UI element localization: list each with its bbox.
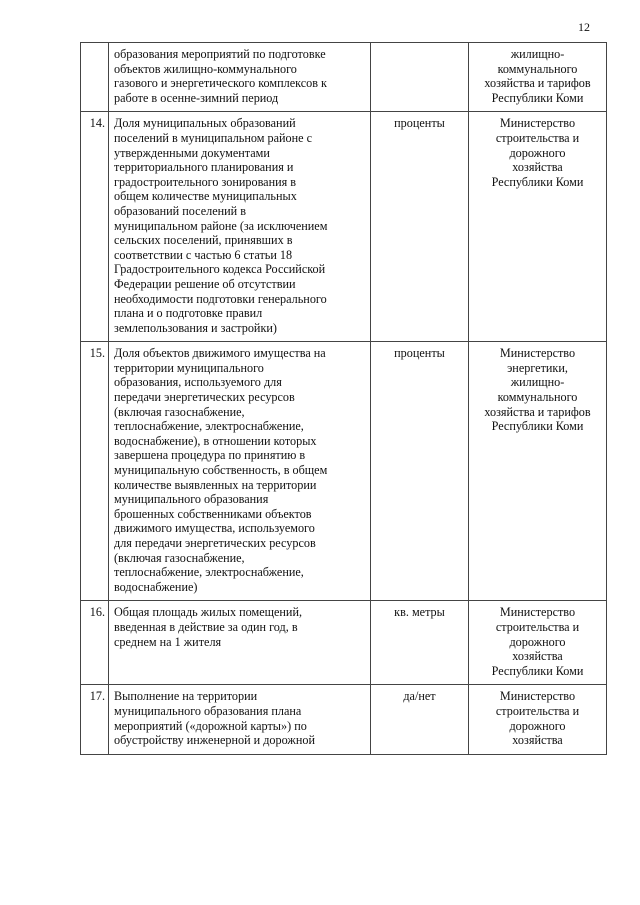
indicator-name-line: Общая площадь жилых помещений, — [114, 605, 303, 620]
responsible-body — [469, 342, 607, 601]
responsible-body-line: строительства и — [495, 130, 580, 145]
responsible-body-line: хозяйства — [512, 160, 563, 175]
unit-of-measure: да/нет — [371, 685, 469, 754]
indicator-name-line: образований поселений в — [114, 203, 246, 218]
responsible-body-line: Министерство — [499, 116, 576, 131]
indicator-name-line: мероприятий («дорожной карты») по — [114, 718, 307, 733]
indicator-name-line: работе в осенне-зимний период — [114, 90, 279, 105]
responsible-body-line: Министерство — [499, 346, 576, 361]
row-number — [81, 43, 109, 112]
indicator-name-line: (включая газоснабжение, — [114, 550, 245, 565]
responsible-body-line: дорожного — [509, 718, 566, 733]
indicator-name-line: муниципальную собственность, в общем — [114, 463, 328, 478]
responsible-body-line: хозяйства — [512, 649, 563, 664]
responsible-body-line: хозяйства — [512, 733, 563, 748]
indicator-name-line: территориального планирования и — [114, 160, 294, 175]
page-number: 12 — [578, 20, 590, 34]
indicator-name-line: муниципальном районе (за исключением — [114, 218, 328, 233]
indicator-name-line: для передачи энергетических ресурсов — [114, 536, 316, 550]
indicator-name-line: (включая газоснабжение, — [114, 404, 245, 419]
table-row — [81, 342, 607, 601]
indicator-name-line: завершена процедура по принятию в — [114, 448, 306, 463]
responsible-body-line: энергетики, — [507, 360, 568, 375]
indicator-name-line: плана и о подготовке правил — [114, 306, 263, 321]
indicator-name-line: движимого имущества, используемого — [114, 521, 315, 536]
responsible-body — [469, 685, 607, 754]
indicators-table-body — [81, 43, 607, 755]
unit-of-measure: проценты — [371, 342, 469, 601]
indicator-name-line: муниципального образования плана — [114, 703, 302, 718]
indicator-name — [109, 685, 371, 754]
indicator-name-line: муниципального образования — [114, 492, 269, 507]
responsible-body-line: коммунального — [497, 390, 578, 405]
responsible-body — [469, 112, 607, 342]
responsible-body-line: строительства и — [495, 619, 580, 634]
indicator-name-line: соответствии с частью 6 статьи 18 — [114, 247, 293, 262]
indicator-name-line: количестве выявленных на территории — [114, 477, 317, 492]
responsible-body-line: коммунального — [497, 61, 578, 76]
responsible-body-line: дорожного — [509, 634, 566, 649]
indicator-name-line: градостроительного зонирования в — [114, 174, 297, 189]
indicator-name — [109, 342, 371, 601]
indicator-name-line: необходимости подготовки генерального — [114, 291, 327, 306]
responsible-body-line: хозяйства и тарифов — [484, 76, 591, 91]
indicator-name-line: обустройству инженерной и дорожной — [114, 733, 315, 748]
indicator-name — [109, 43, 371, 112]
responsible-body-line: строительства и — [495, 703, 580, 718]
indicator-name — [109, 112, 371, 342]
indicator-name-line: передачи энергетических ресурсов — [114, 390, 295, 405]
responsible-body-line: Республики Коми — [491, 90, 584, 105]
indicator-name-line: общем количестве муниципальных — [114, 189, 297, 204]
indicator-name-line: образования, используемого для — [114, 375, 282, 390]
unit-of-measure — [371, 43, 469, 112]
responsible-body-line: дорожного — [509, 145, 566, 160]
indicator-name-line: поселений в муниципальном районе с — [114, 130, 313, 145]
row-number: 16. — [81, 601, 109, 685]
indicator-name-line: образования мероприятий по подготовке — [114, 47, 326, 61]
row-number: 17. — [81, 685, 109, 754]
indicator-name-line: водоснабжение), в отношении которых — [114, 433, 317, 448]
indicator-name-line: Федерации решение об отсутствии — [114, 276, 296, 291]
responsible-body — [469, 601, 607, 685]
responsible-body-line: Республики Коми — [491, 663, 584, 678]
indicator-name-line: газового и энергетического комплексов к — [114, 76, 327, 91]
indicator-name-line: теплоснабжение, электроснабжение, — [114, 419, 304, 434]
indicator-name-line: водоснабжение) — [114, 579, 198, 594]
table-row — [81, 685, 607, 754]
indicator-name-line: территории муниципального — [114, 360, 264, 375]
responsible-body-line: хозяйства и тарифов — [484, 404, 591, 419]
indicators-table — [80, 42, 607, 755]
indicator-name-line: Доля муниципальных образований — [114, 116, 296, 131]
responsible-body-line: Министерство — [499, 605, 576, 620]
indicator-name-line: Градостроительного кодекса Российской — [114, 262, 326, 277]
indicator-name-line: объектов жилищно-коммунального — [114, 61, 297, 76]
indicator-name-line: брошенных собственниками объектов — [114, 506, 312, 521]
unit-of-measure: проценты — [371, 112, 469, 342]
row-number: 15. — [81, 342, 109, 601]
indicator-name-line: теплоснабжение, электроснабжение, — [114, 565, 304, 580]
responsible-body-line: жилищно- — [510, 375, 565, 390]
responsible-body-line: Республики Коми — [491, 174, 584, 189]
table-row — [81, 43, 607, 112]
indicator-name-line: Доля объектов движимого имущества на — [114, 346, 326, 361]
responsible-body-line: жилищно- — [510, 47, 565, 61]
indicator-name-line: сельских поселений, принявших в — [114, 233, 293, 248]
indicator-name-line: Выполнение на территории — [114, 689, 258, 704]
indicator-name — [109, 601, 371, 685]
responsible-body-line: Министерство — [499, 689, 576, 704]
row-number: 14. — [81, 112, 109, 342]
table-row — [81, 112, 607, 342]
responsible-body — [469, 43, 607, 112]
table-row — [81, 601, 607, 685]
indicator-name-line: землепользования и застройки) — [114, 320, 277, 335]
indicator-name-line: введенная в действие за один год, в — [114, 619, 298, 634]
indicator-name-line: среднем на 1 жителя — [114, 634, 222, 649]
indicator-name-line: утвержденными документами — [114, 145, 270, 160]
responsible-body-line: Республики Коми — [491, 419, 584, 434]
unit-of-measure: кв. метры — [371, 601, 469, 685]
